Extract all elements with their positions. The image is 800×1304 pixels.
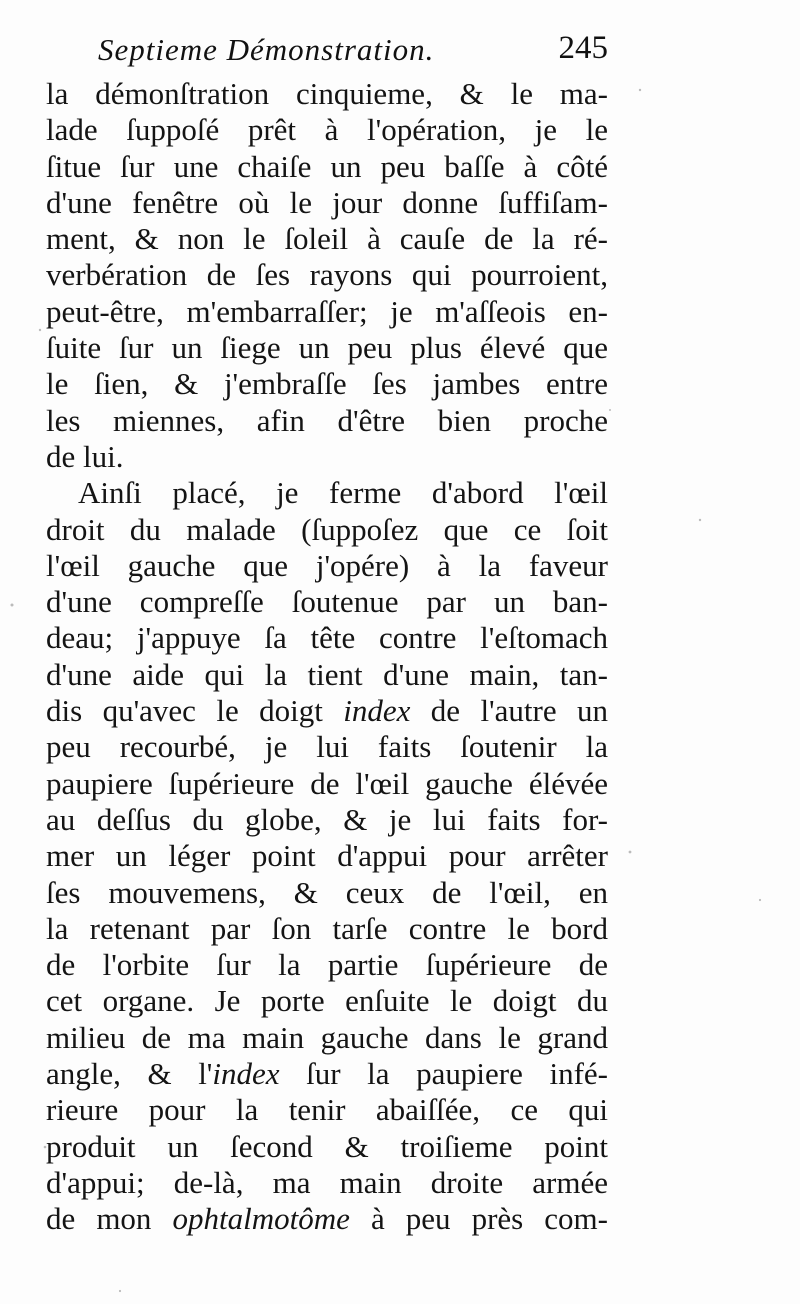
page-number: 245 — [558, 30, 608, 66]
text-line: ment, & non le ſoleil à cauſe de la ré- — [46, 221, 608, 257]
text-line: paupiere ſupérieure de l'œil gauche élévée — [46, 765, 608, 801]
body-text — [46, 76, 608, 1238]
text-line: ſitue ſur une chaiſe un peu baſſe à côté — [46, 148, 608, 184]
text-line: droit du malade (ſuppoſez que ce ſoit — [46, 511, 608, 547]
text-line: ſuite ſur un ſiege un peu plus élevé que — [46, 330, 608, 366]
text-line: dis qu'avec le doigt index de l'autre un — [46, 693, 609, 729]
text-line: rieure pour la tenir abaiſſée, ce qui — [46, 1092, 608, 1128]
text-line: l'œil gauche que j'opére) à la faveur — [46, 547, 608, 583]
running-title: Septieme Démonstration. — [98, 32, 435, 67]
text-line: d'appui; de-là, ma main droite armée — [46, 1164, 608, 1200]
text-line: de mon ophtalmotôme à peu près com- — [46, 1201, 608, 1237]
text-line: de l'orbite ſur la partie ſupérieure de — [46, 947, 608, 983]
text-line: mer un léger point d'appui pour arrêter — [46, 838, 608, 874]
text-line: les miennes, afin d'être bien proche — [46, 402, 608, 438]
text-line: verbération de ſes rayons qui pourroient, — [46, 257, 608, 293]
text-line: la retenant par ſon tarſe contre le bord — [46, 910, 608, 946]
page-header — [88, 22, 608, 72]
text-line: produit un ſecond & troiſieme point — [46, 1128, 608, 1164]
text-line: d'une compreſſe ſoutenue par un ban- — [46, 584, 608, 620]
text-line: deau; j'appuye ſa tête contre l'eſtomach — [46, 620, 608, 656]
text-line: angle, & l'index ſur la paupiere infé- — [46, 1056, 608, 1092]
text-line: de lui. — [46, 438, 124, 474]
text-line: au deſſus du globe, & je lui faits for- — [46, 801, 608, 837]
text-line: la démonſtration cinquieme, & le ma- — [46, 76, 608, 111]
text-line: peut-être, m'embarraſſer; je m'aſſeois en- — [46, 293, 608, 329]
text-line: le ſien, & j'embraſſe ſes jambes entre — [46, 366, 608, 402]
text-line: cet organe. Je porte enſuite le doigt du — [46, 983, 608, 1019]
text-line: Ainſi placé, je ferme d'abord l'œil — [78, 475, 608, 511]
text-line: ſes mouvemens, & ceux de l'œil, en — [46, 874, 608, 910]
text-line: d'une aide qui la tient d'une main, tan- — [46, 656, 608, 692]
text-line: lade ſuppoſé prêt à l'opération, je le — [46, 112, 608, 148]
text-line: d'une fenêtre où le jour donne ſuffiſam- — [46, 184, 608, 220]
text-line: milieu de ma main gauche dans le grand — [46, 1019, 608, 1055]
text-line: peu recourbé, je lui faits ſoutenir la — [46, 729, 608, 765]
